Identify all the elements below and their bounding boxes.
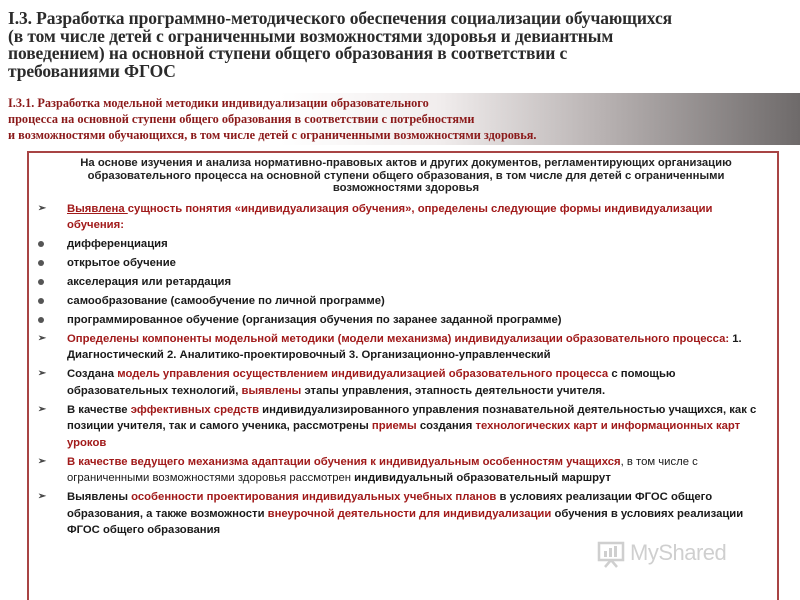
arrow-bullet-icon: ➢ <box>37 403 47 415</box>
list-item: самообразование (самообучение по личной программе) <box>29 293 777 310</box>
list-item: открытое обучение <box>29 255 777 272</box>
findings-list <box>29 201 777 539</box>
page-title: I.3. Разработка программно-методического обеспечения социализации обучающихся (в том числе детей с ограниченными возможностями здоровья и девиантным поведением) на основной ступени общего образования в соответствии с требованиями ФГОС <box>8 8 672 81</box>
list-item: ➢ Выявлена сущность понятия «индивидуализация обучения», определены следующие формы индивидуализации обучения: <box>29 201 777 234</box>
arrow-bullet-icon: ➢ <box>37 455 47 467</box>
list-item: дифференциация <box>29 236 777 253</box>
arrow-bullet-icon: ➢ <box>37 368 47 380</box>
list-item: ➢ В качестве эффективных средств индивидуализированного управления познавательной деятельностью учащихся, как с позиции учителя, так и самого ученика, рассмотрены приемы создания технологических карт и информационных карт уроков <box>29 402 777 452</box>
arrow-bullet-icon: ➢ <box>37 332 47 344</box>
list-item: ➢ Создана модель управления осуществлением индивидуализацией образовательного процесса с помощью образовательных технологий, выявлены этапы управления, этапность деятельности учителя. <box>29 366 777 399</box>
dot-bullet-icon <box>38 241 44 247</box>
arrow-bullet-icon: ➢ <box>37 202 47 214</box>
list-item: ➢ В качестве ведущего механизма адаптации обучения к индивидуальным особенностям учащихся, в том числе с ограниченными возможностями здоровья рассмотрен индивидуальный образовательный маршрут <box>29 454 777 487</box>
watermark-text: MyShared <box>630 540 727 565</box>
dot-bullet-icon <box>38 298 44 304</box>
dot-bullet-icon <box>38 279 44 285</box>
list-item: ➢ Определены компоненты модельной методики (модели механизма) индивидуализации образовательного процесса: 1. Диагностический 2. Аналитико-проектировочный 3. Организационно-управленческий <box>29 331 777 364</box>
dot-bullet-icon <box>38 317 44 323</box>
section-subtitle: I.3.1. Разработка модельной методики индивидуализации образовательного процесса на основной ступени общего образования в соответствии с потребностями и возможностями обучающихся, в том числе детей с ограниченными возможностями здоровья. <box>8 96 537 142</box>
list-item: ➢ Выявлены особенности проектирования индивидуальных учебных планов в условиях реализации ФГОС общего образования, а также возможности внеурочной деятельности для индивидуализации обучения в условиях реализации ФГОС общего образования <box>29 489 777 539</box>
list-item: акселерация или ретардация <box>29 274 777 291</box>
list-item: программированное обучение (организация обучения по заранее заданной программе) <box>29 312 777 329</box>
dot-bullet-icon <box>38 260 44 266</box>
intro-text: На основе изучения и анализа нормативно-правовых актов и других документов, регламентирующих организацию образовательного процесса на основной ступени общего образования, в том числе для детей с ограниченными возможностями здоровья <box>80 157 732 195</box>
content-frame <box>27 151 779 600</box>
arrow-bullet-icon: ➢ <box>37 491 47 503</box>
